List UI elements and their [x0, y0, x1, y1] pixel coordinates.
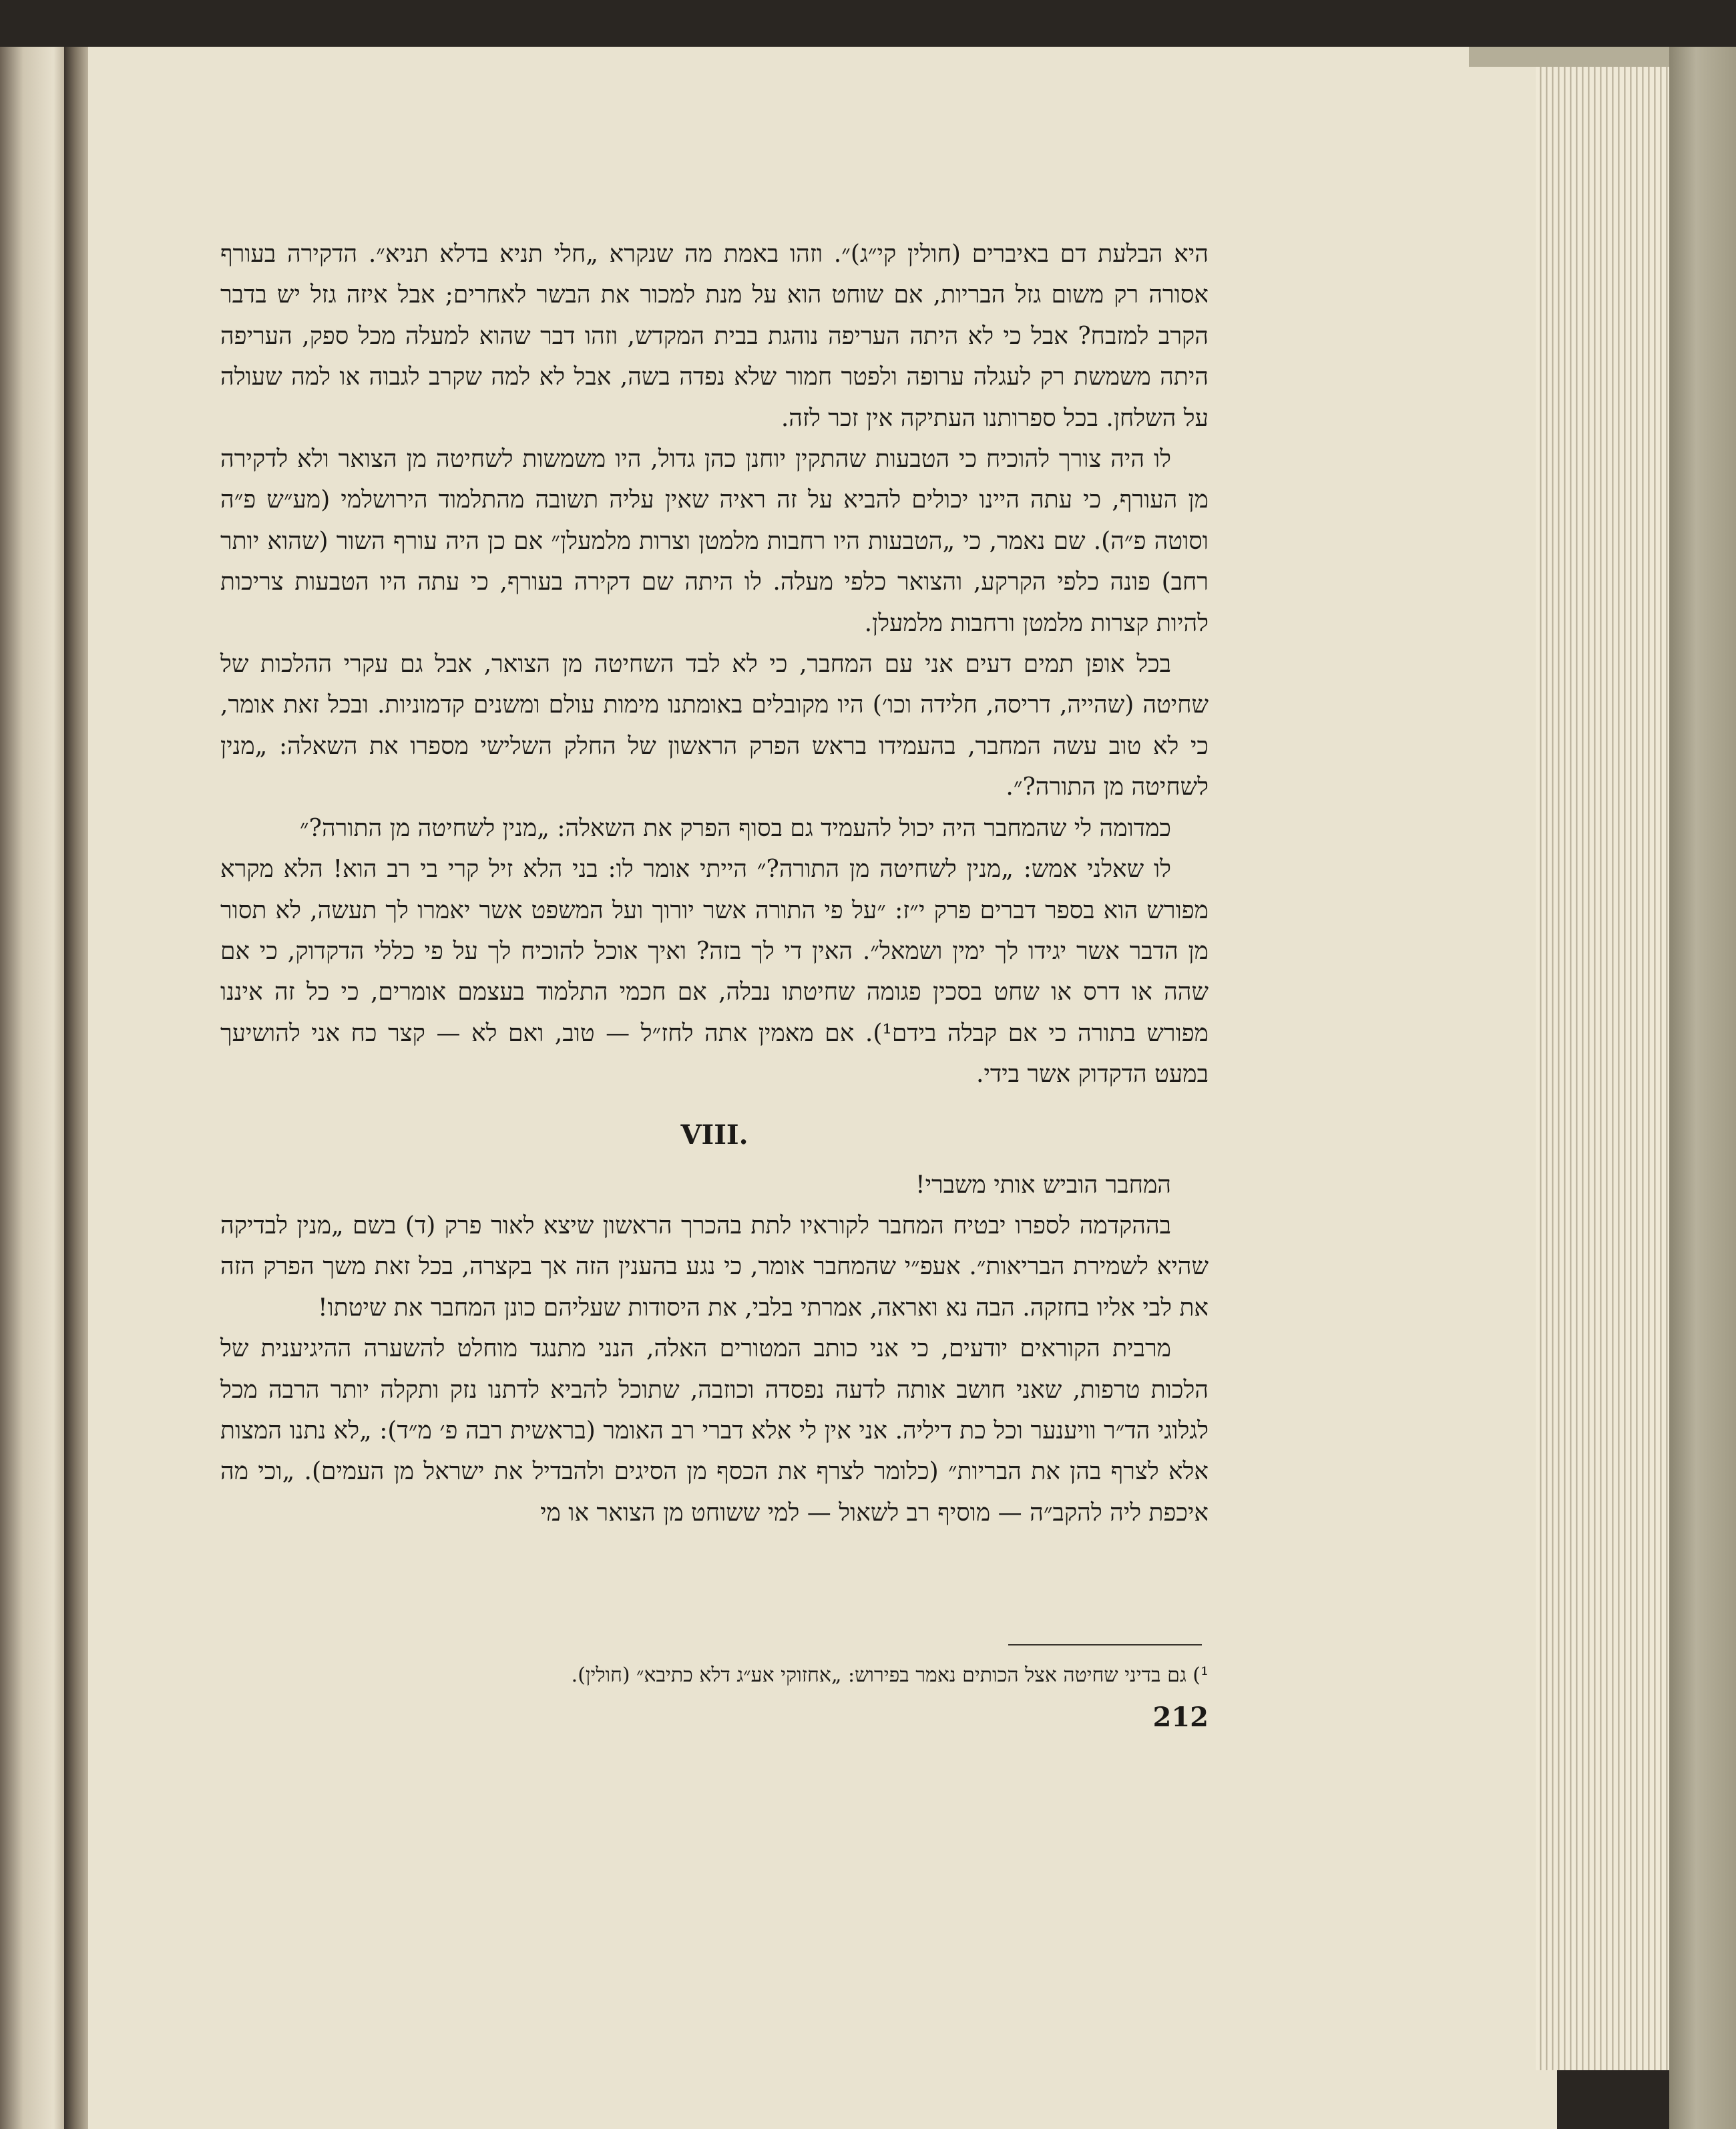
left-page-edge	[0, 47, 67, 2129]
book-cover-edge	[1669, 47, 1736, 2129]
page-number: 212	[1152, 1702, 1209, 1733]
page-stack-edges	[1536, 53, 1671, 2070]
paragraph: היא הבלעת דם באיברים (חולין קי״ג)״. וזהו באמת מה שנקרא „חלי תניא בדלא תניא״. הדקירה בעורף אסורה רק משום גזל הבריות, אם שוחט הוא על מנת למכור את הבשר לאחרים; אבל איזה גזל יש בדבר הקרב למזבח? אבל כי לא היתה העריפה נוהגת בבית המקדש, וזהו דבר שהוא למעלה מכל ספק, העריפה היתה משמשת רק לעגלה ערופה ולפטר חמור שלא נפדה בשה, אבל לא למה שקרב לגבוה או למה שעולה על השלחן. בכל ספרותנו העתיקה אין זכר לזה.	[220, 240, 1209, 432]
paragraph: המחבר הוביש אותי משברי!	[915, 1171, 1171, 1199]
main-text-block	[220, 234, 1209, 1533]
paragraph: מרבית הקוראים יודעים, כי אני כותב המטורים האלה, הנני מתנגד מוחלט להשערה ההיגיענית של הלכות טרפות, שאני חושב אותה לדעה נפסדה וכוזבה, שתוכל להביא לדתנו נזק ותקלה יותר הרבה מכל לגלוגי הד״ר וויענער וכל כת דיליה. אני אין לי אלא דברי רב האומר (בראשית רבה פ׳ מ״ד): „לא נתנו המצות אלא לצרף בהן את הבריות״ (כלומר לצרף את הכסף מן הסיגים ולהבדיל את ישראל מן העמים). „וכי מה איכפת ליה להקב״ה — מוסיף רב לשאול — למי ששוחט מן הצואר או מי	[220, 1335, 1209, 1527]
book-gutter	[64, 47, 91, 2129]
section-heading: VIII.	[680, 1119, 748, 1151]
footnote: ¹) גם בדיני שחיטה אצל הכותים נאמר בפירוש: „אחזוקי אע״ג דלא כתיבא״ (חולין).	[571, 1664, 1209, 1687]
paragraph: כמדומה לי שהמחבר היה יכול להעמיד גם בסוף הפרק את השאלה: „מנין לשחיטה מן התורה?״	[300, 814, 1171, 842]
footnote-divider	[1008, 1644, 1202, 1646]
paragraph: לו שאלני אמש: „מנין לשחיטה מן התורה?״ הייתי אומר לו: בני הלא זיל קרי בי רב הוא! הלא מקרא מפורש הוא בספר דברים פרק י״ז: ״על פי התורה אשר יורוך ועל המשפט אשר יאמרו לך תעשה, לא תסור מן הדבר אשר יגידו לך ימין ושמאל״. האין די לך בזה? ואיך אוכל להוכיח לך על פי כללי הדקדוק, כי אם שהה או דרס או שחט בסכין פגומה שחיטתו נבלה, אם חכמי התלמוד בעצמם אומרים, כי כל זה איננו מפורש בתורה כי אם קבלה בידם¹). אם מאמין אתה לחז״ל — טוב, ואם לא — קצר כח אני להושיעך במעט הדקדוק אשר בידי.	[220, 855, 1209, 1089]
paragraph: בכל אופן תמים דעים אני עם המחבר, כי לא לבד השחיטה מן הצואר, אבל גם עקרי ההלכות של שחיטה (שהייה, דריסה, חלידה וכו׳) היו מקובלים באומתנו מימות עולם ומשנים קדמוניות. ובכל זאת אומר, כי לא טוב עשה המחבר, בהעמידו בראש הפרק הראשון של החלק השלישי מספרו את השאלה: „מנין לשחיטה מן התורה?״.	[220, 650, 1209, 801]
paragraph: בההקדמה לספרו יבטיח המחבר לקוראיו לתת בהכרך הראשון שיצא לאור פרק (ד) בשם „מנין לבדיקה שהיא לשמירת הבריאות״. אעפ״י שהמחבר אומר, כי נגע בהענין הזה אך בקצרה, בכל זאת משך הפרק הזה את לבי אליו בחזקה. הבה נא ואראה, אמרתי בלבי, את היסודות שעליהם כונן המחבר את שיטתו!	[220, 1211, 1209, 1322]
paragraph: לו היה צורך להוכיח כי הטבעות שהתקין יוחנן כהן גדול, היו משמשות לשחיטה מן הצואר ולא לדקירה מן העורף, כי עתה היינו יכולים להביא על זה ראיה שאין עליה תשובה מהתלמוד הירושלמי (מע״ש פ״ה וסוטה פ״ה). שם נאמר, כי „הטבעות היו רחבות מלמטן וצרות מלמעלן״ אם כן היה עורף השור (שהוא יותר רחב) פונה כלפי הקרקע, והצואר כלפי מעלה. לו היתה שם דקירה בעורף, כי עתה היו הטבעות צריכות להיות קצרות מלמטן ורחבות מלמעלן.	[220, 445, 1209, 637]
